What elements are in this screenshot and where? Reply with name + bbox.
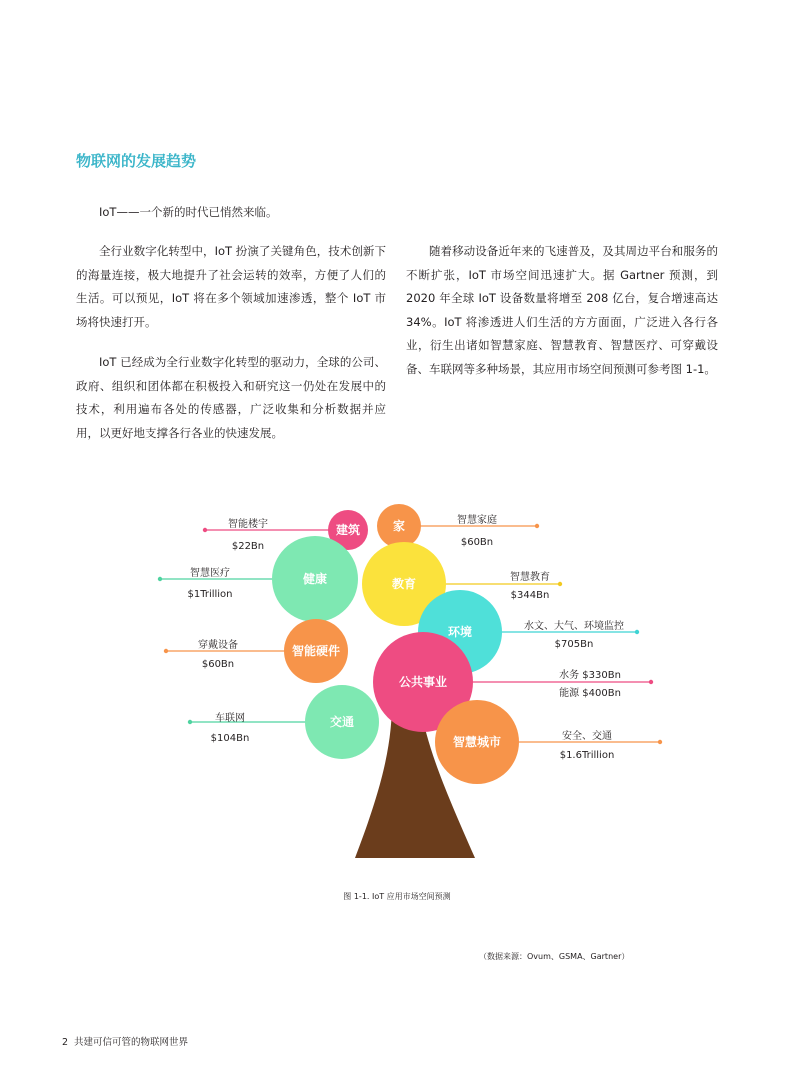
intro-paragraph: IoT——一个新的时代已悄然来临。 — [99, 205, 278, 219]
left-paragraph-1: 全行业数字化转型中，IoT 扮演了关键角色，技术创新下的海量连接，极大地提升了社会运转的效率，方便了人们的生活。可以预见，IoT 将在多个领域加速渗透，整个 IoT 市场将快速打开。 — [76, 244, 386, 329]
figure-caption: 图 1-1. IoT 应用市场空间预测 — [343, 892, 451, 901]
bubble-label-jiaotong: 交通 — [329, 715, 355, 729]
annotation-yingjian-1: $60Bn — [201, 659, 235, 670]
leader-line-end-dot — [658, 740, 662, 744]
section-title: 物联网的发展趋势 — [76, 152, 197, 170]
bubble-label-yingjian: 智能硬件 — [291, 644, 341, 658]
annotation-jiaotong-0: 车联网 — [215, 713, 245, 724]
annotation-chengshi-1: $1.6Trillion — [559, 750, 615, 761]
bubble-label-huanjing: 环境 — [447, 625, 473, 639]
annotation-huanjing-0: 水文、大气、环境监控 — [524, 621, 624, 632]
bubble-label-chengshi: 智慧城市 — [452, 735, 502, 749]
leader-line-end-dot — [203, 528, 207, 532]
leader-line-end-dot — [188, 720, 192, 724]
page-footer — [62, 1034, 188, 1048]
annotation-chengshi-0: 安全、交通 — [562, 731, 612, 742]
leader-line-end-dot — [558, 582, 562, 586]
footer-title: 共建可信可管的物联网世界 — [74, 1037, 189, 1048]
bubble-label-jia: 家 — [392, 519, 406, 533]
data-source-note: （数据来源：Ovum、GSMA、Gartner） — [479, 952, 630, 961]
annotation-jia-1: $60Bn — [460, 537, 494, 548]
annotation-yingjian-0: 穿戴设备 — [198, 640, 238, 651]
annotation-jia-0: 智慧家庭 — [457, 515, 497, 526]
leader-line-end-dot — [649, 680, 653, 684]
annotation-jiankang-0: 智慧医疗 — [190, 568, 230, 579]
annotation-huanjing-1: $705Bn — [554, 639, 594, 650]
annotation-jiankang-1: $1Trillion — [187, 589, 233, 600]
leader-line-end-dot — [635, 630, 639, 634]
page-number: 2 — [62, 1037, 69, 1048]
bubble-label-jiaoyu: 教育 — [391, 577, 417, 591]
annotation-jianzhu-0: 智能楼宇 — [228, 519, 268, 530]
bubble-label-jiankang: 健康 — [302, 572, 328, 586]
right-paragraph-1: 随着移动设备近年来的飞速普及，及其周边平台和服务的不断扩张，IoT 市场空间迅速扩大。据 Gartner 预测，到 2020 年全球 IoT 设备数量将增至 208 亿台，复合增速高达 34%。IoT 将渗透进人们生活的方方面面，广泛进入各行各业，衍生出诸如智慧家庭、智慧教育、智慧医疗、可穿戴设备、车联网等多种场景，其应用市场空间预测可参考图 1-1。 — [406, 244, 718, 376]
annotation-gonggong-0: 水务 $330Bn — [559, 670, 621, 681]
annotation-jianzhu-1: $22Bn — [231, 541, 265, 552]
leader-line-end-dot — [164, 649, 168, 653]
leader-line-end-dot — [535, 524, 539, 528]
annotation-jiaoyu-0: 智慧教育 — [510, 572, 550, 583]
annotation-jiaoyu-1: $344Bn — [510, 590, 550, 601]
left-paragraph-2: IoT 已经成为全行业数字化转型的驱动力，全球的公司、政府、组织和团体都在积极投入和研究这一仍处在发展中的技术，利用遍布各处的传感器，广泛收集和分析数据并应用，以更好地支撑各行各业的快速发展。 — [76, 355, 386, 440]
leader-line-end-dot — [158, 577, 162, 581]
annotation-gonggong-1: 能源 $400Bn — [559, 688, 621, 699]
bubble-label-jianzhu: 建筑 — [335, 523, 361, 537]
annotation-jiaotong-1: $104Bn — [210, 733, 250, 744]
bubble-label-gonggong: 公共事业 — [398, 675, 448, 689]
